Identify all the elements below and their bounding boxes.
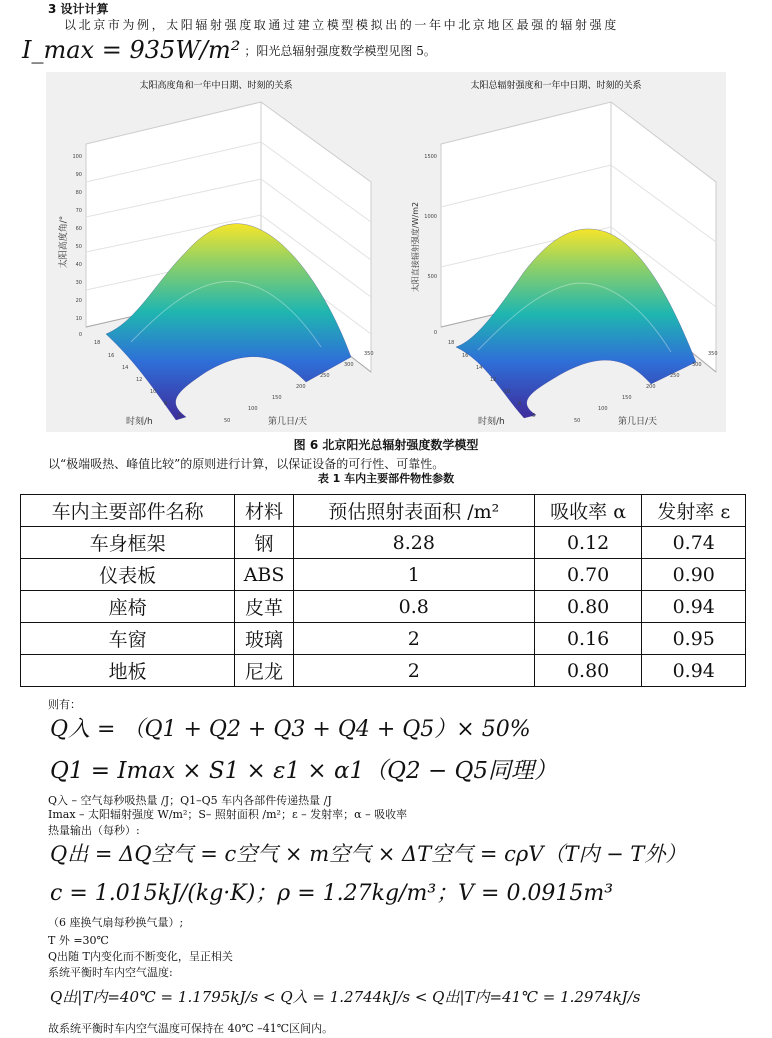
table-row — [21, 559, 746, 591]
table-row — [21, 527, 746, 559]
left-y-tick: 300 — [344, 362, 354, 368]
table-cell: 地板 — [21, 655, 235, 687]
right-y-tick: 50 — [574, 418, 581, 424]
left-z-tick: 90 — [75, 172, 82, 178]
equation-2: Q1 = Imax × S1 × ε1 × α1（Q2 − Q5同理） — [50, 758, 558, 784]
left-y-label: 第几日/天 — [268, 417, 308, 427]
left-x-tick: 10 — [150, 389, 157, 395]
imax-line — [22, 36, 436, 66]
right-x-tick: 6 — [532, 413, 536, 419]
intro-paragraph: 以北京市为例，太阳辐射强度取通过建立模型模拟出的一年中北京地区最强的辐射强度 — [64, 18, 619, 32]
table-cell: 0.94 — [642, 591, 746, 623]
note-2: T 外 =30℃ — [48, 934, 109, 947]
table-cell: 0.80 — [534, 591, 642, 623]
params-table — [20, 494, 746, 687]
left-z-tick: 30 — [75, 280, 82, 286]
left-z-tick: 50 — [75, 244, 82, 250]
left-z-tick: 10 — [75, 316, 82, 322]
table-caption: 表 1 车内主要部件物性参数 — [317, 472, 455, 485]
table-header-cell: 材料 — [235, 495, 293, 527]
right-x-tick: 18 — [448, 340, 455, 346]
left-z-tick: 70 — [75, 208, 82, 214]
table-cell: 2 — [293, 655, 534, 687]
table-header-row — [21, 495, 746, 527]
figure-panel — [46, 72, 726, 432]
left-y-tick: 150 — [272, 395, 282, 401]
right-z-tick: 500 — [427, 274, 437, 280]
table-cell: 0.94 — [642, 655, 746, 687]
left-z-tick: 20 — [75, 298, 82, 304]
right-x-tick: 8 — [518, 401, 522, 407]
table-cell: 座椅 — [21, 591, 235, 623]
equation-1: Q入 = （Q1 + Q2 + Q3 + Q4 + Q5）× 50% — [50, 717, 531, 742]
table-cell: 1 — [293, 559, 534, 591]
table-cell: 0.16 — [534, 623, 642, 655]
right-z-label: 太阳直接辐射强度/W/m2 — [411, 201, 420, 293]
right-z-tick: 1500 — [424, 154, 437, 160]
figure-caption: 图 6 北京阳光总辐射强度数学模型 — [293, 438, 479, 452]
left-x-tick: 8 — [164, 401, 168, 407]
left-plot — [57, 79, 374, 427]
equation-3: Q出 = ΔQ空气 = c空气 × m空气 × ΔT空气 = cρV（T内 − T外） — [50, 842, 687, 866]
left-x-tick: 12 — [136, 377, 143, 383]
right-x-tick: 12 — [490, 377, 497, 383]
left-y-tick: 250 — [320, 373, 330, 379]
right-x-label: 时刻/h — [478, 417, 505, 427]
right-y-tick: 250 — [670, 373, 680, 379]
imax-suffix: ；阳光总辐射强度数学模型见图 5。 — [244, 44, 436, 58]
right-x-tick: 10 — [504, 389, 511, 395]
heat-output-label: 热量输出（每秒）: — [48, 824, 140, 837]
table-header-cell: 预估照射表面积 /m² — [293, 495, 534, 527]
table-cell: 0.74 — [642, 527, 746, 559]
table-cell: 0.70 — [534, 559, 642, 591]
left-x-label: 时刻/h — [126, 417, 153, 427]
conclusion: 故系统平衡时车内空气温度可保持在 40℃ –41℃区间内。 — [48, 1022, 334, 1035]
table-cell: 钢 — [235, 527, 293, 559]
table-cell: 车窗 — [21, 623, 235, 655]
table-cell: 8.28 — [293, 527, 534, 559]
right-y-tick: 150 — [622, 395, 632, 401]
right-x-tick: 16 — [462, 353, 469, 359]
table-cell: ABS — [235, 559, 293, 591]
right-x-tick: 14 — [476, 365, 483, 371]
left-x-tick: 14 — [122, 365, 129, 371]
table-header-cell: 车内主要部件名称 — [21, 495, 235, 527]
note-4: 系统平衡时车内空气温度: — [48, 966, 173, 979]
table-cell: 0.8 — [293, 591, 534, 623]
note-1: （6 座换气扇每秒换气量）; — [48, 916, 184, 929]
table-cell: 车身框架 — [21, 527, 235, 559]
left-y-tick: 350 — [364, 351, 374, 357]
left-z-tick: 40 — [75, 262, 82, 268]
left-z-label: 太阳高度角/° — [59, 215, 69, 269]
table-cell: 仪表板 — [21, 559, 235, 591]
then-label: 则有： — [48, 698, 81, 711]
right-plot-title: 太阳总辐射强度和一年中日期、时刻的关系 — [470, 81, 642, 91]
figure-svg — [46, 72, 726, 432]
right-y-tick: 100 — [598, 406, 608, 412]
table-row — [21, 623, 746, 655]
right-y-tick: 350 — [708, 351, 718, 357]
right-z-tick: 1000 — [424, 214, 437, 220]
table-cell: 0.90 — [642, 559, 746, 591]
left-x-tick: 16 — [108, 353, 115, 359]
table-header-cell: 发射率 ε — [642, 495, 746, 527]
right-z-tick: 0 — [433, 330, 437, 336]
left-y-tick: 50 — [224, 418, 231, 424]
left-y-tick: 100 — [248, 406, 258, 412]
table-cell: 玻璃 — [235, 623, 293, 655]
left-z-tick: 60 — [75, 226, 82, 232]
left-z-tick: 100 — [72, 154, 82, 160]
right-y-label: 第几日/天 — [618, 417, 658, 427]
note-3: Q出随 T内变化而不断变化，呈正相关 — [48, 950, 233, 963]
left-z-tick: 0 — [78, 332, 82, 338]
left-z-tick: 80 — [75, 190, 82, 196]
equation-4: c = 1.015kJ/(kg·K)；ρ = 1.27kg/m³；V = 0.0915m³ — [50, 881, 614, 906]
section-title: 3 设计计算 — [48, 2, 109, 16]
table-cell: 0.80 — [534, 655, 642, 687]
right-y-tick: 300 — [692, 362, 702, 368]
left-x-tick: 18 — [94, 340, 101, 346]
definition-1: Q入 – 空气每秒吸热量 /J；Q1–Q5 车内各部件传递热量 /J — [48, 794, 332, 807]
right-plot — [410, 79, 718, 427]
left-y-tick: 200 — [296, 384, 306, 390]
table-cell: 尼龙 — [235, 655, 293, 687]
table-cell: 0.95 — [642, 623, 746, 655]
table-cell: 2 — [293, 623, 534, 655]
definition-2: Imax – 太阳辐射强度 W/m²；S– 照射面积 /m²；ε – 发射率；α – 吸收率 — [48, 808, 408, 821]
table-row — [21, 655, 746, 687]
right-y-tick: 200 — [646, 384, 656, 390]
principle-text: 以“极端吸热、峰值比较”的原则进行计算，以保证设备的可行性、可靠性。 — [48, 457, 445, 471]
left-plot-title: 太阳高度角和一年中日期、时刻的关系 — [139, 81, 293, 91]
equation-5: Q出|T内=40℃ = 1.1795kJ/s < Q入 = 1.2744kJ/s < Q出|T内=41℃ = 1.2974kJ/s — [50, 988, 641, 1006]
table-cell: 皮革 — [235, 591, 293, 623]
table-cell: 0.12 — [534, 527, 642, 559]
imax-formula: I_max = 935W/m² — [22, 36, 241, 64]
table-row — [21, 591, 746, 623]
table-header-cell: 吸收率 α — [534, 495, 642, 527]
left-x-tick: 6 — [178, 413, 182, 419]
